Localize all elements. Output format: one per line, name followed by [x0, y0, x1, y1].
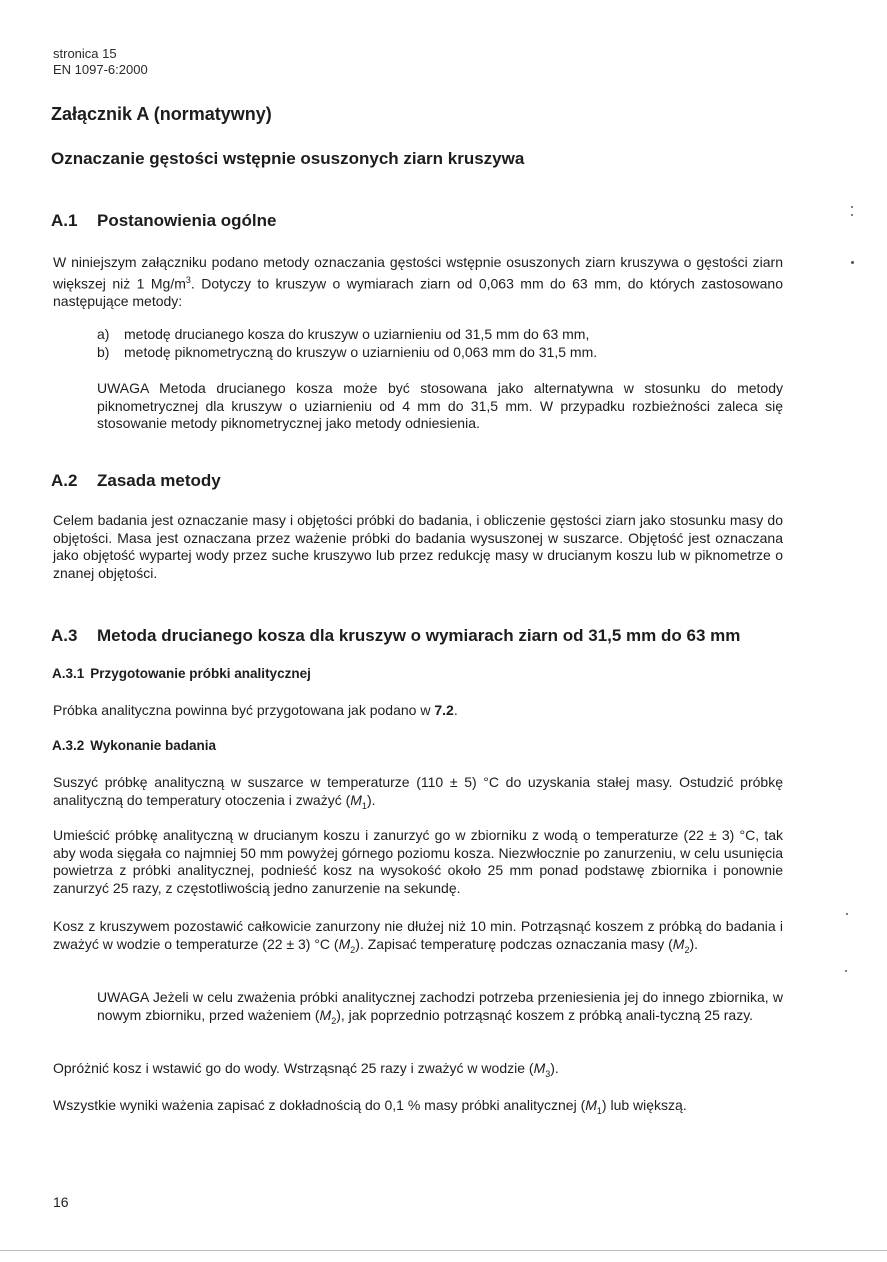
section-title: Postanowienia ogólne	[97, 211, 277, 230]
a32-note: UWAGA Jeżeli w celu zważenia próbki analitycznej zachodzi potrzeba przeniesienia jej do innego zbiornika, w nowym zbiorniku, przed ważeniem $(M_2)$, jak poprzednio potrząsnąć koszem z próbką anali-tyczną 25 razy.	[97, 989, 783, 1026]
scan-speck	[845, 970, 847, 972]
section-a1-heading	[51, 211, 276, 231]
scan-speck	[846, 913, 848, 915]
scan-speck	[851, 206, 853, 208]
section-a2-heading	[51, 471, 221, 491]
a31-paragraph: Próbka analityczna powinna być przygotowana jak podano w 7.2.	[53, 702, 458, 718]
subsection-a31-heading	[52, 666, 311, 681]
section-number: A.3	[51, 626, 78, 645]
standard-id: EN 1097-6:2000	[53, 62, 148, 77]
section-title: Zasada metody	[97, 471, 221, 490]
a32-paragraph-1: Suszyć próbkę analityczną w suszarce w temperaturze (110 ± 5) °C do uzyskania stałej masy. Ostudzić próbkę analityczną do temperatury otoczenia i zważyć $(M_1)$.	[53, 774, 783, 811]
scan-speck	[851, 261, 854, 264]
annex-title: Załącznik A (normatywny)	[51, 104, 272, 124]
a1-note: UWAGA Metoda drucianego kosza może być stosowana jako alternatywna w stosunku do metody piknometrycznej dla kruszyw o uziarnieniu od 4 mm do 31,5 mm. W przypadku rozbieżności zaleca się stosowanie metody piknometrycznej jako metody odniesienia.	[97, 380, 783, 431]
a32-paragraph-3: Kosz z kruszywem pozostawić całkowicie zanurzony nie dłużej niż 10 min. Potrząsnąć koszem z próbką do badania i zważyć w wodzie o temperaturze (22 ± 3) °C $(M_2)$. Zapisać temperaturę podczas oznaczania masy $(M_2)$.	[53, 918, 783, 955]
subsection-a32-heading	[52, 738, 216, 753]
subsection-title: Wykonanie badania	[90, 738, 217, 753]
a1-intro-paragraph: W niniejszym załączniku podano metody oznaczania gęstości wstępnie osuszonych ziarn kruszywa o gęstości ziarn większej niż 1 $Mg/m^3$. Dotyczy to kruszyw o wymiarach ziarn od 0,063 mm do 63 mm, do których zastosowano następujące metody:	[53, 254, 783, 309]
page-number: 16	[53, 1194, 69, 1210]
subsection-title: Przygotowanie próbki analitycznej	[90, 666, 311, 681]
list-item: a) metodę drucianego kosza do kruszyw o uziarnieniu od 31,5 mm do 63 mm,	[97, 326, 590, 342]
a32-paragraph-2: Umieścić próbkę analityczną w drucianym koszu i zanurzyć go w zbiorniku z wodą o temperaturze (22 ± 3) °C, tak aby woda sięgała co najmniej 50 mm powyżej górnego poziomu kosza. Niezwłocznie po zanurzeniu, w celu usunięcia powietrza z próbki analitycznej, podnieść kosz na wysokość około 25 mm ponad podstawę zbiornika i ponownie zanurzyć 25 razy, z częstotliwością jedno zanurzenie na sekundę.	[53, 827, 783, 896]
subsection-number: A.3.2	[52, 738, 85, 753]
section-a3-heading	[51, 626, 740, 646]
a32-paragraph-4: Opróżnić kosz i wstawić go do wody. Wstrząsnąć 25 razy i zważyć w wodzie $(M_3)$.	[53, 1060, 559, 1079]
bottom-scan-edge	[0, 1250, 887, 1251]
section-title: Metoda drucianego kosza dla kruszyw o wymiarach ziarn od 31,5 mm do 63 mm	[97, 626, 741, 645]
list-item: b) metodę piknometryczną do kruszyw o uziarnieniu od 0,063 mm do 31,5 mm.	[97, 344, 598, 360]
clause-reference: 7.2	[434, 702, 454, 718]
a1-method-list	[97, 325, 597, 361]
section-number: A.1	[51, 211, 78, 230]
list-marker: a)	[97, 326, 110, 342]
list-marker: b)	[97, 344, 110, 360]
a2-paragraph: Celem badania jest oznaczanie masy i objętości próbki do badania, i obliczenie gęstości ziarn jako stosunku masy do objętości. Masa jest oznaczana przez ważenie próbki do badania wysuszonej w suszarce. Objętość jest oznaczana jako objętość wypartej wody przez suche kruszywo lub przez redukcję masy w drucianym koszu lub w piknometrze o znanej objętości.	[53, 512, 783, 581]
subsection-number: A.3.1	[52, 666, 85, 681]
scan-speck	[851, 214, 853, 216]
superscript: 3	[185, 274, 191, 285]
section-number: A.2	[51, 471, 78, 490]
a32-paragraph-5: Wszystkie wyniki ważenia zapisać z dokładnością do 0,1 % masy próbki analitycznej $(M_1)$ lub większą.	[53, 1097, 687, 1116]
page-header	[53, 46, 148, 78]
page-label: stronica 15	[53, 46, 117, 61]
annex-subtitle: Oznaczanie gęstości wstępnie osuszonych ziarn kruszywa	[51, 149, 525, 168]
